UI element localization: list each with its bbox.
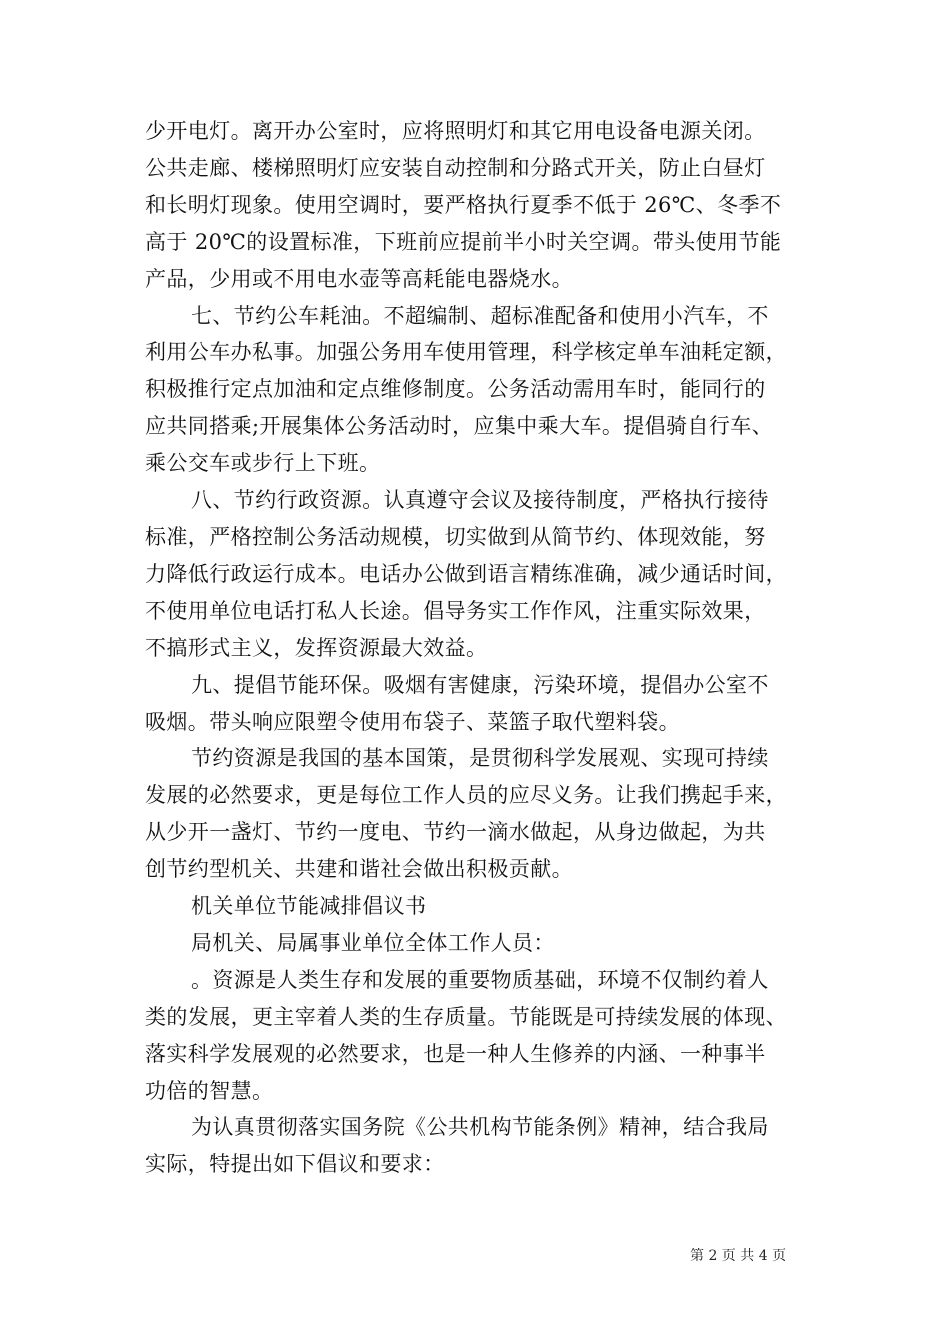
- paragraph-intro: 。资源是人类生存和发展的重要物质基础，环境不仅制约着人 类的发展，更主宰着人类的生存质量。节能既是可持续发展的体现、 落实科学发展观的必然要求，也是一种人生修养的内涵、一种事半 功倍的智慧。: [145, 967, 787, 1103]
- document-title: 机关单位节能减排倡议书: [191, 894, 427, 919]
- paragraph-car-fuel: 七、节约公车耗油。不超编制、超标准配备和使用小汽车，不 利用公车办私事。加强公务用车使用管理，科学核定单车油耗定额， 积极推行定点加油和定点维修制度。公务活动需用车时，能同行的 应共同搭乘;开展集体公务活动时，应集中乘大车。提倡骑自行车、 乘公交车或步行上下班。: [145, 303, 787, 476]
- paragraph-environment: 九、提倡节能环保。吸烟有害健康，污染环境，提倡办公室不 吸烟。带头响应限塑令使用布袋子、菜篮子取代塑料袋。: [145, 672, 769, 734]
- paragraph-conclusion: 节约资源是我国的基本国策，是贯彻科学发展观、实现可持续 发展的必然要求，更是每位工作人员的应尽义务。让我们携起手来， 从少开一盏灯、节约一度电、节约一滴水做起，从身边做起，为共 创节约型机关、共建和谐社会做出积极贡献。: [145, 746, 787, 882]
- paragraph-proposal: 为认真贯彻落实国务院《公共机构节能条例》精神，结合我局 实际，特提出如下倡议和要求：: [145, 1115, 769, 1177]
- paragraph-energy-lighting: 少开电灯。离开办公室时，应将照明灯和其它用电设备电源关闭。 公共走廊、楼梯照明灯应安装自动控制和分路式开关，防止白昼灯 和长明灯现象。使用空调时，要严格执行夏季不低于 26℃、冬季不 高于 20℃的设置标准，下班前应提前半小时关空调。带头使用节能 产品，少用或不用电水壶等高耗能电器烧水。: [145, 119, 782, 291]
- page-number: 第 2 页 共 4 页: [690, 1248, 787, 1264]
- salutation: 局机关、局属事业单位全体工作人员：: [191, 930, 555, 955]
- paragraph-admin-resources: 八、节约行政资源。认真遵守会议及接待制度，严格执行接待 标准，严格控制公务活动规模，切实做到从简节约、体现效能，努 力降低行政运行成本。电话办公做到语言精练准确，减少通话时间， 不使用单位电话打私人长途。倡导务实工作作风，注重实际效果， 不搞形式主义，发挥资源最大效益。: [145, 488, 787, 660]
- document-body: [145, 113, 810, 1183]
